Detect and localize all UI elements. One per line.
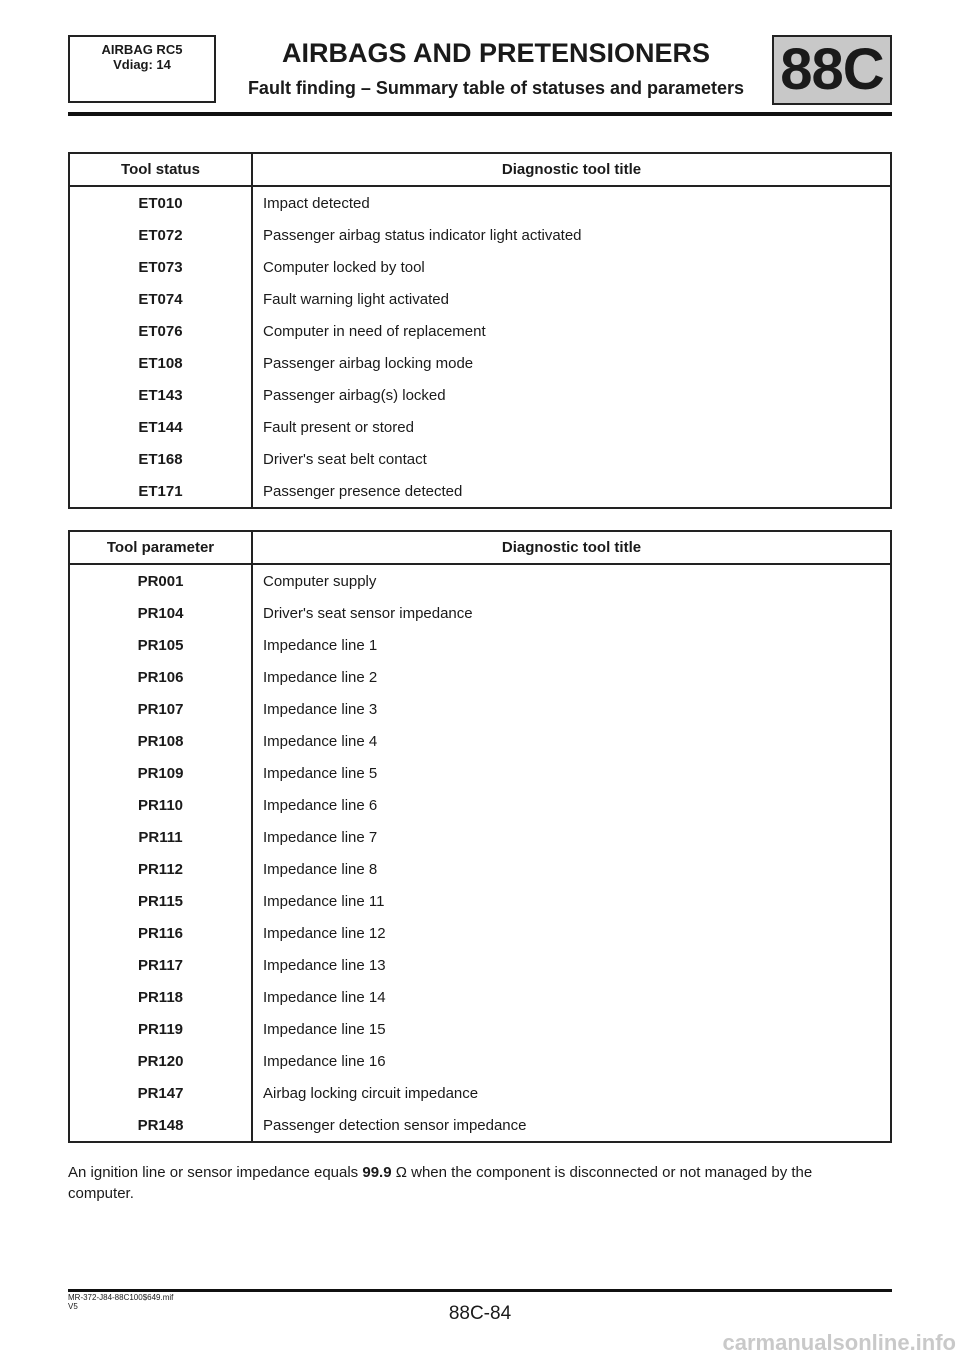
page-subtitle: Fault finding – Summary table of statuses and parameters [247, 78, 745, 98]
row-title: Passenger airbag status indicator light activated [263, 226, 582, 244]
parameter-row [69, 725, 891, 757]
parameter-row [69, 821, 891, 853]
row-code: ET074 [69, 283, 252, 315]
row-code: PR119 [69, 1013, 252, 1045]
row-title: Impedance line 14 [263, 988, 386, 1006]
page-number: 88C-84 [448, 1303, 512, 1324]
row-code: ET073 [69, 251, 252, 283]
row-code: PR117 [69, 949, 252, 981]
row-title: Driver's seat sensor impedance [263, 604, 473, 622]
note-text-after: when the component is disconnected or not managed by the computer. [68, 1164, 813, 1202]
status-title-col-header: Diagnostic tool title [252, 153, 891, 186]
row-code: PR108 [69, 725, 252, 757]
status-row [69, 219, 891, 251]
parameter-row [69, 1077, 891, 1109]
parameter-row [69, 597, 891, 629]
row-title: Passenger detection sensor impedance [263, 1116, 527, 1134]
row-title: Passenger airbag(s) locked [263, 386, 446, 404]
doc-reference: MR-372-J84-88C100$649.mif [68, 1293, 174, 1302]
row-code: PR147 [69, 1077, 252, 1109]
row-title: Impedance line 16 [263, 1052, 386, 1070]
row-code: ET010 [69, 186, 252, 219]
parameter-row [69, 885, 891, 917]
parameter-row [69, 917, 891, 949]
row-title: Computer supply [263, 572, 377, 590]
row-title: Impedance line 5 [263, 764, 378, 782]
row-code: PR112 [69, 853, 252, 885]
status-row [69, 475, 891, 508]
note-unit: Ω [391, 1164, 407, 1181]
row-code: ET171 [69, 475, 252, 508]
row-code: PR110 [69, 789, 252, 821]
status-row [69, 411, 891, 443]
row-title: Impedance line 3 [263, 700, 378, 718]
row-title: Impedance line 6 [263, 796, 378, 814]
row-title: Impedance line 2 [263, 668, 378, 686]
status-row [69, 347, 891, 379]
row-title: Impact detected [263, 194, 370, 212]
parameter-row [69, 1045, 891, 1077]
row-title: Impedance line 4 [263, 732, 378, 750]
row-code: PR148 [69, 1109, 252, 1142]
parameter-row [69, 757, 891, 789]
row-code: ET143 [69, 379, 252, 411]
row-code: PR107 [69, 693, 252, 725]
row-title: Computer locked by tool [263, 258, 425, 276]
row-code: PR109 [69, 757, 252, 789]
parameter-col-header: Tool parameter [69, 531, 252, 564]
page-title: AIRBAGS AND PRETENSIONERS [281, 38, 711, 68]
status-col-header: Tool status [69, 153, 252, 186]
watermark: carmanualsonline.info [722, 1330, 956, 1355]
row-title: Impedance line 1 [263, 636, 378, 654]
row-code: ET076 [69, 315, 252, 347]
status-row [69, 379, 891, 411]
row-title: Driver's seat belt contact [263, 450, 427, 468]
row-code: ET108 [69, 347, 252, 379]
parameter-row [69, 629, 891, 661]
row-code: PR115 [69, 885, 252, 917]
row-title: Computer in need of replacement [263, 322, 486, 340]
row-code: ET168 [69, 443, 252, 475]
header-divider [68, 112, 892, 116]
parameter-title-col-header: Diagnostic tool title [252, 531, 891, 564]
footer-reference [68, 1293, 173, 1311]
row-code: PR001 [69, 564, 252, 597]
system-vdiag: Vdiag: 14 [113, 57, 171, 72]
parameter-row [69, 789, 891, 821]
row-code: PR106 [69, 661, 252, 693]
system-info-box [68, 35, 216, 103]
row-code: ET144 [69, 411, 252, 443]
status-table [68, 152, 892, 509]
row-code: PR111 [69, 821, 252, 853]
parameter-row [69, 564, 891, 597]
status-row [69, 251, 891, 283]
row-title: Fault present or stored [263, 418, 414, 436]
section-code-badge: 88C [772, 35, 892, 105]
parameter-table [68, 530, 892, 1143]
status-row [69, 315, 891, 347]
system-name: AIRBAG RC5 [101, 42, 183, 57]
row-title: Impedance line 8 [263, 860, 378, 878]
doc-version: V5 [68, 1302, 78, 1311]
parameter-row [69, 1109, 891, 1142]
row-title: Impedance line 12 [263, 924, 386, 942]
row-code: PR116 [69, 917, 252, 949]
row-title: Impedance line 11 [263, 892, 385, 910]
note-value: 99.9 [362, 1164, 392, 1181]
row-title: Passenger presence detected [263, 482, 463, 500]
footer-divider [68, 1289, 892, 1292]
parameter-row [69, 661, 891, 693]
row-title: Fault warning light activated [263, 290, 449, 308]
row-code: PR120 [69, 1045, 252, 1077]
note-text-before: An ignition line or sensor impedance equals [68, 1164, 363, 1181]
parameter-row [69, 949, 891, 981]
row-code: ET072 [69, 219, 252, 251]
status-table-header [69, 153, 891, 186]
row-code: PR105 [69, 629, 252, 661]
status-row [69, 186, 891, 219]
row-title: Impedance line 15 [263, 1020, 386, 1038]
row-title: Airbag locking circuit impedance [263, 1084, 479, 1102]
parameter-row [69, 693, 891, 725]
parameter-row [69, 1013, 891, 1045]
row-title: Impedance line 7 [263, 828, 378, 846]
row-code: PR118 [69, 981, 252, 1013]
row-code: PR104 [69, 597, 252, 629]
impedance-note [68, 1162, 868, 1204]
parameter-row [69, 853, 891, 885]
parameter-table-header [69, 531, 891, 564]
row-title: Passenger airbag locking mode [263, 354, 474, 372]
status-row [69, 443, 891, 475]
parameter-row [69, 981, 891, 1013]
status-row [69, 283, 891, 315]
row-title: Impedance line 13 [263, 956, 386, 974]
